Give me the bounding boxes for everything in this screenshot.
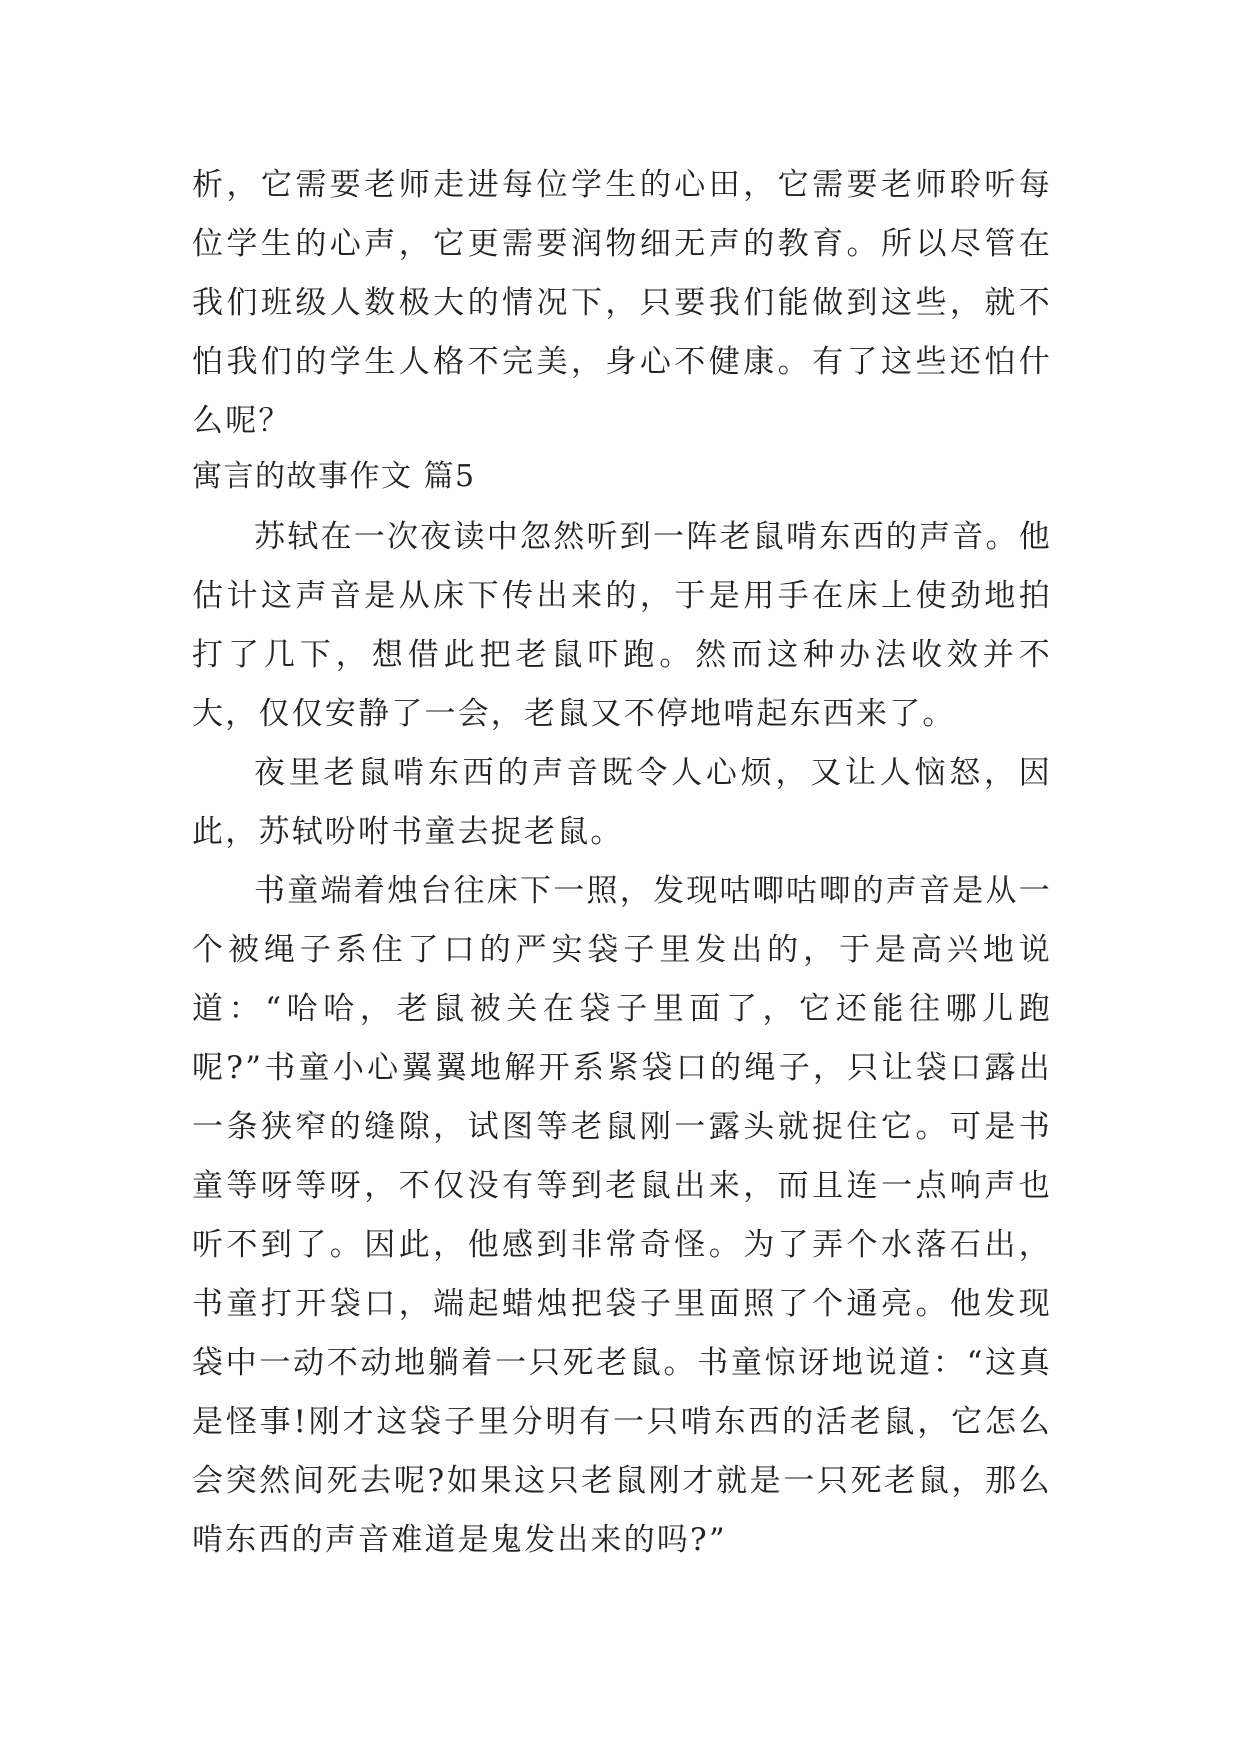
story-paragraph: 夜里老鼠啃东西的声音既令人心烦，又让人恼怒，因此，苏轼吩咐书童去捉老鼠。	[192, 755, 1052, 850]
story-body	[192, 508, 1052, 1570]
previous-section-text	[192, 156, 1052, 451]
section-heading: 寓言的故事作文 篇5	[192, 459, 476, 494]
story-paragraph: 书童端着烛台往床下一照，发现咕唧咕唧的声音是从一个被绳子系住了口的严实袋子里发出的，于是高兴地说道：“哈哈，老鼠被关在袋子里面了，它还能往哪儿跑呢?”书童小心翼翼地解开系紧袋口的绳子，只让袋口露出一条狭窄的缝隙，试图等老鼠刚一露头就捉住它。可是书童等呀等呀，不仅没有等到老鼠出来，而且连一点响声也听不到了。因此，他感到非常奇怪。为了弄个水落石出，书童打开袋口，端起蜡烛把袋子里面照了个通亮。他发现袋中一动不动地躺着一只死老鼠。书童惊讶地说道：“这真是怪事!刚才这袋子里分明有一只啃东西的活老鼠，它怎么会突然间死去呢?如果这只老鼠刚才就是一只死老鼠，那么啃东西的声音难道是鬼发出来的吗?”	[192, 873, 1052, 1558]
story-paragraph: 苏轼在一次夜读中忽然听到一阵老鼠啃东西的声音。他估计这声音是从床下传出来的，于是用手在床上使劲地拍打了几下，想借此把老鼠吓跑。然而这种办法收效并不大，仅仅安静了一会，老鼠又不停地啃起东西来了。	[192, 519, 1052, 732]
continuation-paragraph: 析，它需要老师走进每位学生的心田，它需要老师聆听每位学生的心声，它更需要润物细无声的教育。所以尽管在我们班级人数极大的情况下，只要我们能做到这些，就不怕我们的学生人格不完美，身心不健康。有了这些还怕什么呢？	[192, 167, 1052, 439]
